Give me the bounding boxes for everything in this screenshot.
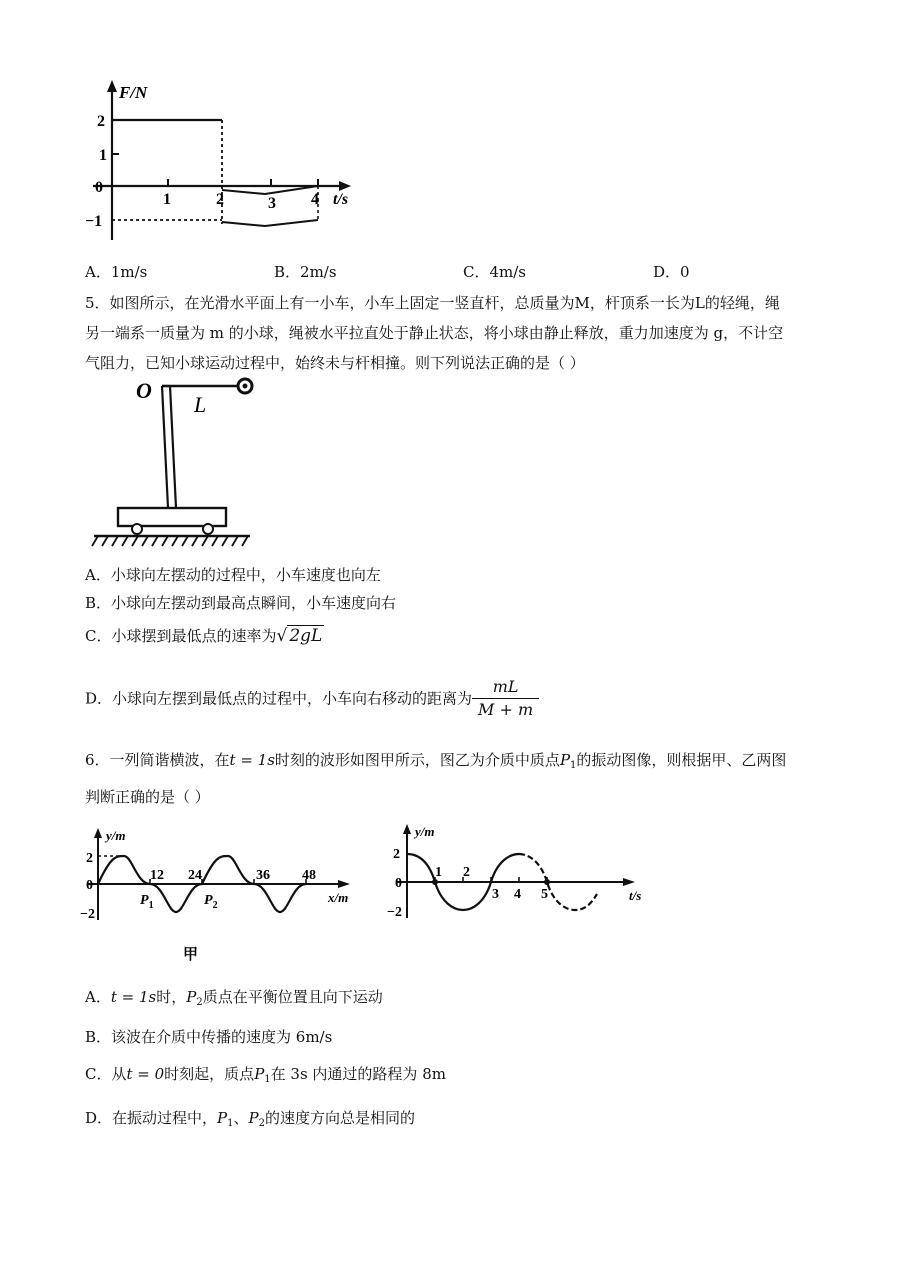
- jia-x-tick-48: 48: [302, 868, 316, 883]
- x-tick-2: 2: [216, 191, 224, 208]
- yi-x-tick-2: 2: [463, 865, 470, 880]
- jia-y-tick-0: 0: [86, 878, 93, 893]
- x-tick-4: 4: [311, 191, 319, 208]
- yi-y-axis-label: y/m: [415, 824, 435, 839]
- label-o: O: [136, 378, 152, 403]
- label-l: L: [194, 392, 207, 417]
- q5-option-b[interactable]: B．小球向左摆动到最高点瞬间，小车速度向右: [85, 594, 397, 612]
- x-axis-label: t/s: [333, 191, 349, 208]
- yi-x-tick-1: 1: [435, 865, 442, 880]
- q6-option-d[interactable]: D．在振动过程中，$P_1$、$P_2$的速度方向总是相同的: [85, 1109, 415, 1129]
- q4-option-a[interactable]: A．1m/s: [85, 263, 148, 281]
- jia-y-axis-label: y/m: [106, 828, 126, 843]
- yi-x-tick-3: 3: [492, 887, 499, 902]
- jia-y-tick-neg2: −2: [80, 907, 95, 922]
- q5-stem-line2: 另一端系一质量为 m 的小球，绳被水平拉直处于静止状态，将小球由静止释放，重力加速度为 g，不计空: [85, 324, 784, 342]
- yi-x-tick-5: 5: [541, 887, 548, 902]
- force-time-graph: [75, 78, 375, 248]
- q5-option-d[interactable]: [85, 676, 539, 721]
- q5-stem-line3: 气阻力，已知小球运动过程中，始终未与杆相撞。则下列说法正确的是（ ）: [85, 354, 585, 372]
- y-tick-0: 0: [95, 179, 103, 196]
- x-tick-3: 3: [268, 195, 276, 212]
- jia-x-tick-12: 12: [150, 868, 164, 883]
- q6-option-c[interactable]: C．从t = 0时刻起，质点$P_1$在 3s 内通过的路程为 8m: [85, 1065, 446, 1085]
- q4-option-c[interactable]: C．4m/s: [463, 263, 526, 281]
- fraction-ml-over-mpm: $\frac{mL}{M + m}$: [472, 676, 539, 721]
- jia-p1: $P_1$: [140, 893, 154, 911]
- q6-stem-line2: 判断正确的是（ ）: [85, 788, 210, 806]
- yi-y-tick-neg2: −2: [387, 905, 402, 920]
- yi-y-tick-0: 0: [395, 876, 402, 891]
- y-axis-label: F/N: [119, 83, 148, 102]
- cart-pendulum-figure: [90, 372, 270, 554]
- sqrt-expression: √ 2gL: [276, 626, 323, 646]
- jia-y-tick-2: 2: [86, 851, 93, 866]
- q5-option-c[interactable]: [85, 626, 324, 646]
- jia-x-tick-36: 36: [256, 868, 270, 883]
- y-tick-2: 2: [97, 113, 105, 130]
- q6-stem-line1: 6．一列简谐横波，在t = 1s时刻的波形如图甲所示，图乙为介质中质点$P_1$的振动图像，则根据甲、乙两图: [85, 751, 787, 771]
- jia-caption: 甲: [183, 947, 199, 963]
- jia-p2: $P_2$: [204, 893, 218, 911]
- q5-stem-line1: 5．如图所示，在光滑水平面上有一小车，小车上固定一竖直杆，总质量为M，杆顶系一长为L的轻绳，绳: [85, 294, 780, 312]
- vibration-graph-yi: [385, 818, 655, 928]
- x-tick-1: 1: [163, 191, 171, 208]
- yi-y-tick-2: 2: [393, 847, 400, 862]
- q5-option-a[interactable]: A．小球向左摆动的过程中，小车速度也向左: [85, 566, 381, 584]
- y-tick-1: 1: [99, 147, 107, 164]
- q5-option-c-text: C．小球摆到最低点的速率为: [85, 627, 277, 645]
- yi-x-axis-label: t/s: [629, 888, 642, 903]
- y-tick-neg1: −1: [85, 213, 103, 230]
- jia-x-tick-24: 24: [188, 868, 202, 883]
- q5-option-d-text: D．小球向左摆到最低点的过程中，小车向右移动的距离为: [85, 689, 473, 708]
- q4-option-d[interactable]: D．0: [653, 263, 690, 281]
- q4-option-b[interactable]: B．2m/s: [274, 263, 337, 281]
- q6-option-b[interactable]: B．该波在介质中传播的速度为 6m/s: [85, 1028, 333, 1046]
- wave-form-graph-jia: [80, 822, 370, 972]
- q6-option-a[interactable]: A．t = 1s时，$P_2$质点在平衡位置且向下运动: [85, 988, 383, 1008]
- jia-x-axis-label: x/m: [328, 890, 349, 905]
- yi-x-tick-4: 4: [514, 887, 521, 902]
